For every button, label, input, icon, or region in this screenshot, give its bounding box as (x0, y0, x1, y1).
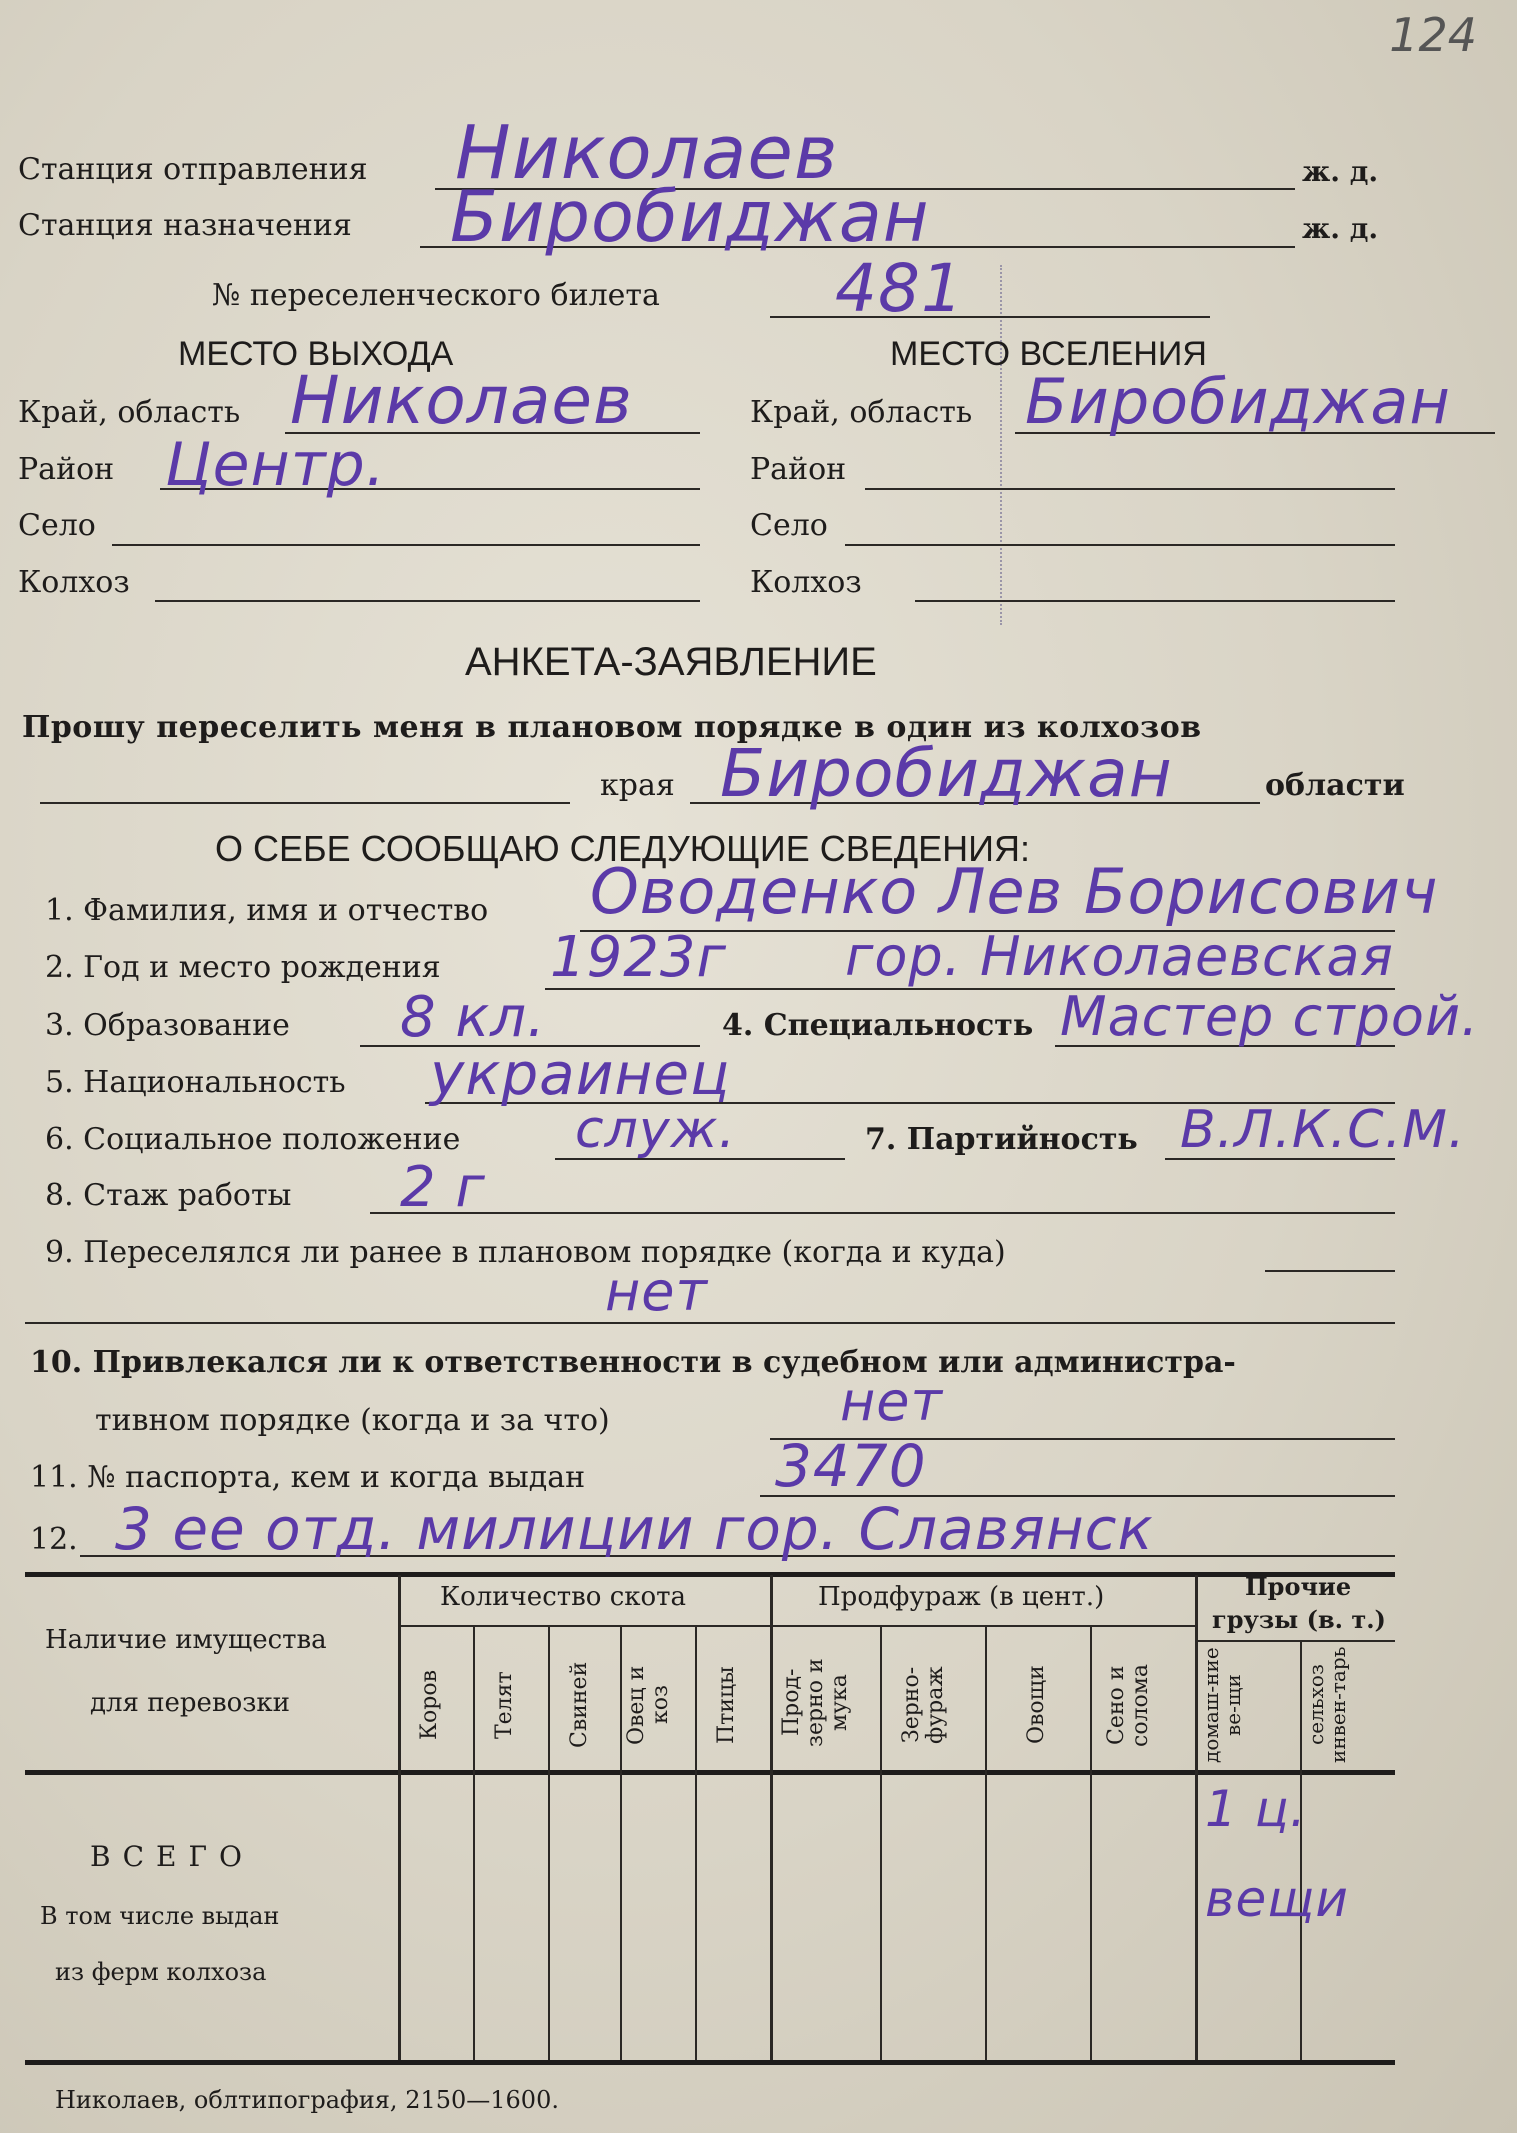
footer-imprint: Николаев, облтипография, 2150—1600. (55, 2086, 559, 2114)
request-underline-1 (40, 802, 570, 804)
table-group-livestock: Количество скота (440, 1582, 687, 1612)
form-title: АНКЕТА-ЗАЯВЛЕНИЕ (465, 640, 877, 684)
section-title: О СЕБЕ СООБЩАЮ СЛЕДУЮЩИЕ СВЕДЕНИЯ: (215, 828, 1031, 869)
table-divider (1300, 1640, 1302, 2060)
item-8-label: 8. Стаж работы (45, 1178, 292, 1213)
origin-title: МЕСТО ВЫХОДА (178, 335, 454, 373)
settlement-region-label: Край, область (750, 395, 973, 430)
settlement-village-label: Село (750, 508, 828, 543)
household-value-1: 1 ц. (1205, 1780, 1307, 1838)
item-9-value: нет (605, 1260, 708, 1323)
item-8-value: 2 г (400, 1155, 486, 1220)
item-2-label: 2. Год и место рождения (45, 950, 441, 985)
origin-district-value: Центр. (165, 430, 386, 500)
table-group-rule (398, 1625, 770, 1627)
origin-village-label: Село (18, 508, 96, 543)
table-issued-2: из ферм колхоза (55, 1958, 267, 1986)
departure-label: Станция отправления (18, 152, 368, 187)
destination-value: Биробиджан (450, 176, 930, 258)
origin-region-label: Край, область (18, 395, 241, 430)
settlement-district-label: Район (750, 452, 847, 487)
request-region-value: Биробиджан (720, 735, 1173, 812)
table-divider (695, 1625, 697, 2060)
page-number: 124 (1389, 8, 1477, 62)
item-6-label: 6. Социальное положение (45, 1122, 461, 1157)
departure-value: Николаев (455, 110, 839, 196)
col-grain-flour: Прод-зерно и мука (779, 1658, 852, 1747)
item-5-label: 5. Национальность (45, 1065, 346, 1100)
item-3-label: 3. Образование (45, 1008, 290, 1043)
col-vegetables: Овощи (1024, 1665, 1049, 1745)
item-6-value: служ. (575, 1100, 736, 1160)
table-total-label: ВСЕГО (90, 1840, 254, 1873)
table-divider (985, 1625, 987, 2060)
settlement-village-underline (845, 544, 1395, 546)
origin-district-label: Район (18, 452, 115, 487)
pencil-mark (1000, 265, 1002, 625)
destination-label: Станция назначения (18, 208, 352, 243)
ticket-label: № переселенческого билета (212, 278, 660, 313)
col-pigs: Свиней (567, 1661, 592, 1749)
item-11-label: 11. № паспорта, кем и когда выдан (30, 1460, 586, 1495)
table-issued-1: В том числе выдан (40, 1902, 280, 1930)
table-row-header-2: для перевозки (90, 1688, 290, 1718)
item-12-label: 12. (30, 1522, 78, 1557)
rail-suffix-1: ж. д. (1302, 155, 1379, 188)
item-1-value: Оводенко Лев Борисович (590, 855, 1439, 928)
settlement-kolkhoz-label: Колхоз (750, 565, 862, 600)
item-1-label: 1. Фамилия, имя и отчество (45, 893, 489, 928)
origin-kolkhoz-label: Колхоз (18, 565, 130, 600)
origin-kolkhoz-underline (155, 600, 700, 602)
table-divider (620, 1625, 622, 2060)
item-2-value-year: 1923г (550, 925, 727, 990)
ticket-value: 481 (835, 250, 964, 327)
col-household: домаш-ние ве-щи (1199, 1647, 1245, 1763)
col-farm-tools: сельхоз инвен-тарь (1304, 1646, 1350, 1764)
table-header-rule (25, 1770, 1395, 1775)
table-divider (1195, 1575, 1198, 2060)
table-row-header-1: Наличие имущества (45, 1625, 327, 1655)
settlement-kolkhoz-underline (915, 600, 1395, 602)
origin-region-value: Николаев (290, 362, 633, 439)
table-divider (1090, 1625, 1092, 2060)
col-hay-straw: Сено и солома (1104, 1663, 1153, 1747)
request-oblasti: области (1265, 768, 1405, 803)
item-5-value: украинец (430, 1040, 731, 1108)
item-9-underline-b (25, 1322, 1395, 1324)
item-3-value: 8 кл. (400, 985, 546, 1050)
table-divider (398, 1575, 401, 2060)
item-9-underline-a (1265, 1270, 1395, 1272)
rail-suffix-2: ж. д. (1302, 212, 1379, 245)
table-divider (770, 1575, 773, 2060)
request-line1: Прошу переселить меня в плановом порядке в один из колхозов (22, 710, 1202, 745)
col-calves: Телят (492, 1671, 517, 1739)
settlement-region-value: Биробиджан (1025, 365, 1451, 438)
col-fodder: Зерно-фураж (899, 1666, 948, 1744)
table-bottom-rule (25, 2060, 1395, 2065)
settlement-district-underline (865, 488, 1395, 490)
item-12-value: 3 ее отд. милиции гор. Славянск (115, 1495, 1154, 1563)
settlement-title: МЕСТО ВСЕЛЕНИЯ (890, 335, 1207, 373)
table-top-rule (25, 1572, 1395, 1577)
request-kraya: края (600, 768, 675, 803)
item-9-label: 9. Переселялся ли ранее в плановом порядке (когда и куда) (45, 1235, 1006, 1270)
item-11-value: 3470 (775, 1432, 927, 1500)
table-divider (473, 1625, 475, 2060)
col-sheep-goats: Овец и коз (624, 1665, 673, 1745)
table-group-feed: Продфураж (в цент.) (818, 1582, 1105, 1612)
origin-village-underline (112, 544, 700, 546)
col-poultry: Птицы (714, 1666, 739, 1744)
table-divider (548, 1625, 550, 2060)
item-7-label: 7. Партийность (865, 1122, 1138, 1157)
item-4-value: Мастер строй. (1060, 985, 1480, 1048)
item-4-label: 4. Специальность (722, 1008, 1034, 1043)
col-cows: Коров (417, 1670, 442, 1740)
table-group-rule (770, 1625, 1195, 1627)
table-group-other-2: грузы (в. т.) (1212, 1605, 1386, 1634)
table-divider (880, 1625, 882, 2060)
item-10-label-line1: 10. Привлекался ли к ответственности в судебном или администра- (30, 1345, 1236, 1380)
item-8-underline (370, 1212, 1395, 1214)
item-10-value: нет (840, 1370, 943, 1433)
item-2-value-place: гор. Николаевская (845, 925, 1394, 988)
table-group-other-1: Прочие (1245, 1572, 1352, 1601)
household-value-2: вещи (1205, 1870, 1349, 1928)
item-7-value: В.Л.К.С.М. (1180, 1100, 1466, 1160)
item-10-label-line2: тивном порядке (когда и за что) (95, 1403, 610, 1438)
table-group-rule (1195, 1640, 1395, 1642)
